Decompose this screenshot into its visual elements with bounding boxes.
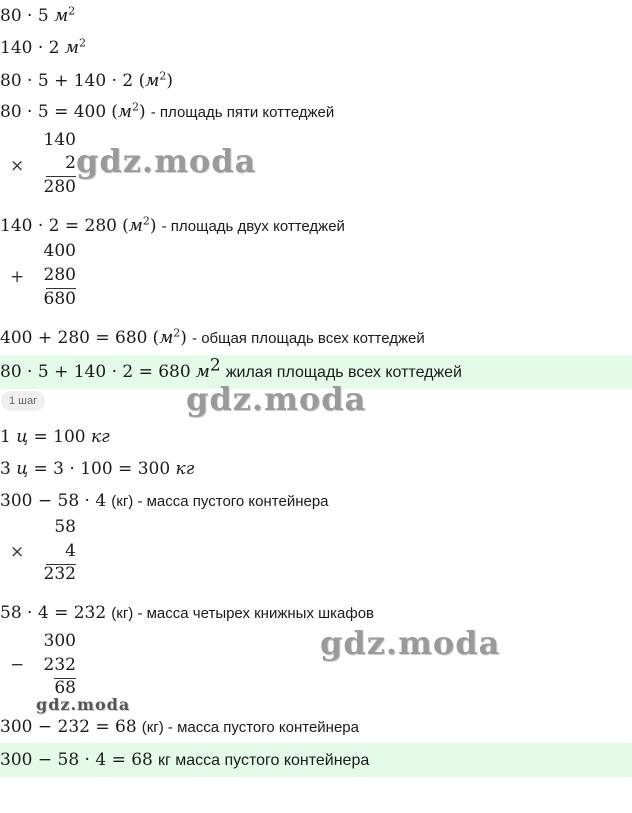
line-4: 80 · 5 = 400 $(м^2)$ - площадь пяти коттеджей — [0, 100, 335, 122]
operand-a: 400 — [43, 241, 76, 261]
answer-text: кг масса пустого контейнера — [157, 752, 370, 769]
unit: м — [195, 362, 210, 382]
expr: = 100 — [33, 427, 86, 447]
unit-kg: кг — [175, 459, 195, 479]
num: 3 — [0, 459, 11, 479]
unit: м — [117, 102, 133, 122]
unit: м — [159, 328, 174, 348]
unit-power: 2 — [79, 36, 86, 50]
unit-power: 2 — [68, 4, 76, 18]
result: 68 — [54, 678, 76, 698]
line-s4 — [0, 602, 374, 625]
unit-power: 2 — [142, 214, 150, 228]
unit: м — [145, 71, 160, 91]
unit-power: 2 — [132, 100, 140, 114]
line-s1 — [0, 426, 110, 448]
unit-power: 2 — [159, 69, 167, 83]
explanation: - площадь пяти коттеджей — [150, 104, 335, 121]
unit-kg: кг — [91, 427, 110, 447]
line-6: 400 + 280 = 680 $(м^2)$ - общая площадь всех коттеджей — [0, 326, 425, 348]
operand-b: 280 — [43, 265, 76, 285]
expr: 140 · 2 = 280 — [0, 216, 117, 236]
explanation: - площадь двух коттеджей — [161, 218, 345, 235]
operator: × — [10, 156, 25, 176]
operand-a: 58 — [54, 517, 76, 537]
explanation: - общая площадь всех коттеджей — [192, 330, 425, 347]
explanation: (кг) - масса пустого контейнера — [111, 493, 329, 510]
line-3: 80 · 5 + 140 · 2 $(м^2)$ — [0, 69, 173, 91]
expr: 300 − 58 · 4 — [0, 491, 107, 511]
operator: − — [10, 655, 25, 675]
num: 1 — [0, 427, 11, 447]
unit-power: 2 — [209, 355, 221, 376]
answer-text: жилая площадь всех коттеджей — [225, 364, 462, 381]
watermark-logo: gdz.moda — [186, 380, 367, 418]
unit: м — [128, 216, 143, 236]
result: 232 — [43, 564, 76, 584]
expr: 58 · 4 = 232 — [0, 603, 107, 623]
line-2 — [0, 37, 86, 59]
line-s3 — [0, 490, 329, 513]
expr: 300 − 232 = 68 — [0, 717, 137, 737]
unit-c: ц — [16, 427, 29, 447]
operand-b: 4 — [65, 541, 76, 561]
operand-b: 232 — [43, 655, 76, 675]
expr: 400 + 280 = 680 — [0, 328, 148, 348]
operand-a: 140 — [43, 130, 76, 150]
line-s5 — [0, 716, 359, 739]
line-5: 140 · 2 = 280 $(м^2)$ - площадь двух коттеджей — [0, 214, 345, 236]
unit-c: ц — [16, 459, 29, 479]
watermark-logo: gdz.moda — [76, 142, 257, 180]
unit: м — [64, 38, 79, 58]
line-1 — [0, 5, 75, 27]
result: 280 — [43, 177, 76, 197]
operator: + — [10, 267, 25, 287]
unit-power: 2 — [173, 326, 181, 340]
answer-2 — [0, 749, 369, 772]
watermark-logo: gdz.moda — [320, 624, 501, 662]
expr: 80 · 5 — [0, 6, 49, 26]
expr: 140 · 2 — [0, 38, 60, 58]
watermark-logo: gdz.moda — [36, 695, 131, 714]
unit: м — [54, 6, 69, 26]
expr: 80 · 5 = 400 — [0, 102, 107, 122]
operator: × — [10, 542, 25, 562]
explanation: (кг) - масса пустого контейнера — [141, 719, 359, 736]
line-s2 — [0, 458, 194, 480]
step-badge[interactable]: 1 шаг — [1, 391, 45, 411]
expr: 80 · 5 + 140 · 2 = 680 — [0, 362, 191, 382]
expr: 300 − 58 · 4 = 68 — [0, 750, 153, 770]
result: 680 — [43, 289, 76, 309]
explanation: (кг) - масса четырех книжных шкафов — [111, 605, 375, 622]
expr: 80 · 5 + 140 · 2 — [0, 71, 134, 91]
operand-a: 300 — [43, 631, 76, 651]
operand-b: 2 — [65, 153, 76, 173]
expr: = 3 · 100 = 300 — [33, 459, 171, 479]
